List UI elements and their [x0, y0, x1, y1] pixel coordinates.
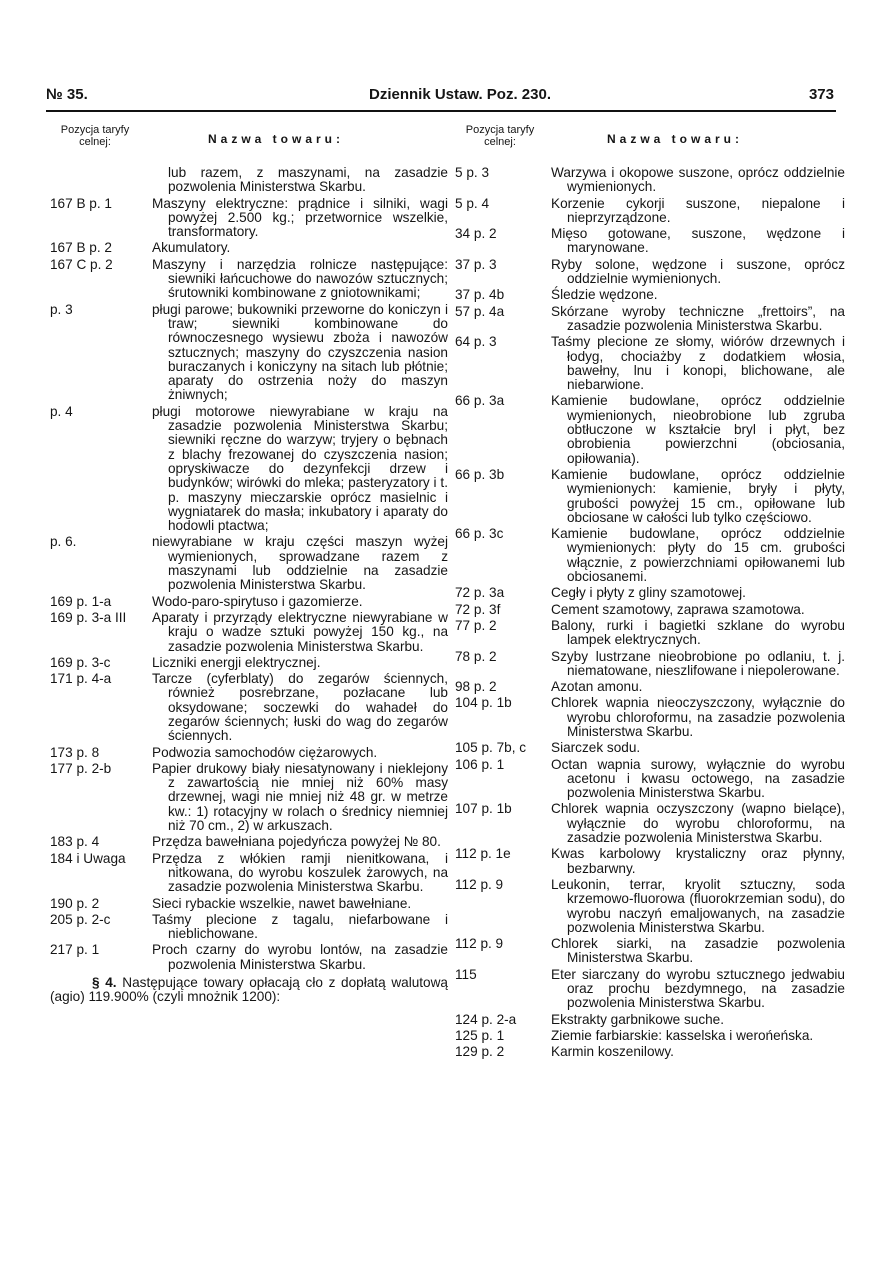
tariff-entry — [50, 656, 448, 670]
tariff-entry — [455, 603, 845, 617]
tariff-code: p. 6. — [50, 534, 77, 550]
tariff-code: 57 p. 4a — [455, 303, 505, 319]
tariff-code: 37 p. 3 — [455, 256, 497, 272]
goods-description: Kamienie budowlane, oprócz oddzielnie wymienionych: kamienie, bryły i płyty, grubości powyżej 15 cm., opiłowane lub obciosane w całości lub tylko częściowo. — [551, 466, 845, 525]
left-entry-list — [50, 166, 448, 972]
tariff-code: 115 — [455, 966, 477, 982]
goods-description: pługi motorowe niewyrabiane w kraju na zasadzie pozwolenia Ministerstwa Skarbu; siewniki ręczne do warzyw; tryjery o bębnach z blachy frezowanej do czyszczenia nasion; opryskiwacze do dezynfekcji drzew i budynków; wirówki do mleka; pasteryzatory i t. p. maszyny mieczarskie oprócz masielnic i wygniatarek do masła; inkubatory i aparaty do hodowli ptactwa; — [152, 403, 448, 534]
goods-description: Ryby solone, wędzone i suszone, oprócz oddzielnie wymienionych. — [551, 256, 845, 287]
goods-description: Przędza z włókien ramji nienitkowana, i nitkowana, do wyrobu koszulek żarowych, na zasadzie pozwolenia Ministerstwa Skarbu. — [152, 850, 448, 895]
tariff-entry — [50, 611, 448, 654]
tariff-code: 217 p. 1 — [50, 942, 100, 958]
tariff-entry — [50, 241, 448, 255]
goods-description: Azotan amonu. — [551, 679, 643, 695]
tariff-code: 169 p. 1-a — [50, 593, 112, 609]
tariff-code: 34 p. 2 — [455, 226, 497, 242]
tariff-entry — [50, 166, 448, 195]
goods-description: Szyby lustrzane nieobrobione po odlaniu, t. j. niematowane, nieszlifowane i niepolerowane. — [551, 648, 845, 678]
tariff-position-header: Pozycja taryfy celnej: — [60, 124, 130, 148]
tariff-entry — [455, 394, 845, 465]
goods-name-header: Nazwa towaru: — [208, 132, 345, 146]
tariff-entry — [50, 897, 448, 911]
goods-description: Siarczek sodu. — [551, 740, 641, 756]
tariff-code: 66 p. 3b — [455, 466, 505, 482]
tariff-entry — [455, 227, 845, 256]
tariff-entry — [455, 650, 845, 679]
tariff-code: 72 p. 3a — [455, 585, 505, 601]
tariff-entry — [50, 762, 448, 833]
tariff-entry — [455, 527, 845, 584]
tariff-entry — [455, 288, 845, 302]
tariff-code: 124 p. 2-a — [455, 1011, 517, 1027]
goods-description: Taśmy plecione z tagalu, niefarbowane i nieblichowane. — [152, 911, 448, 942]
goods-description: Chlorek wapnia oczyszczony (wapno bielące), wyłącznie do wyrobu chloroformu, na zasadzie pozwolenia Ministerstwa Skarbu. — [551, 801, 845, 846]
goods-description: Taśmy plecione ze słomy, wiórów drzewnych i łodyg, chociażby z dodatkiem włosia, bawełny, lnu i konopi, blichowane, ale niebarwione. — [551, 334, 845, 393]
tariff-entry — [50, 852, 448, 895]
tariff-code: 177 p. 2-b — [50, 760, 112, 776]
tariff-entry — [50, 303, 448, 403]
tariff-entry — [455, 197, 845, 226]
tariff-code: 184 i Uwaga — [50, 850, 126, 866]
tariff-position-header: Pozycja taryfy celnej: — [465, 124, 535, 148]
tariff-entry — [50, 258, 448, 301]
goods-description: Cegły i płyty z gliny szamotowej. — [551, 585, 746, 601]
tariff-entry — [50, 197, 448, 240]
goods-description: Chlorek wapnia nieoczyszczony, wyłącznie do wyrobu chloroformu, na zasadzie pozwolenia Ministerstwa Skarbu. — [551, 695, 845, 739]
goods-description: Karmin koszenilowy. — [551, 1044, 674, 1060]
tariff-code: 190 p. 2 — [50, 895, 100, 911]
tariff-code: 171 p. 4-a — [50, 671, 112, 687]
goods-description: Akumulatory. — [152, 240, 231, 256]
tariff-entry — [50, 595, 448, 609]
tariff-code: 167 B p. 1 — [50, 195, 112, 211]
tariff-code: 104 p. 1b — [455, 695, 512, 711]
goods-description: Kamienie budowlane, oprócz oddzielnie wymienionych: płyty do 15 cm. grubości włącznie, z powierzchniami opiłowanemi lub obciosanemi. — [551, 526, 845, 585]
goods-description: Warzywa i okopowe suszone, oprócz oddzielnie wymienionych. — [551, 165, 845, 195]
goods-description: Proch czarny do wyrobu lontów, na zasadzie pozwolenia Ministerstwa Skarbu. — [152, 942, 448, 972]
tariff-code: 169 p. 3-a III — [50, 609, 127, 625]
tariff-entry — [455, 586, 845, 600]
tariff-code: 78 p. 2 — [455, 648, 497, 664]
tariff-entry — [455, 680, 845, 694]
goods-description: Liczniki energji elektrycznej. — [152, 654, 321, 670]
tariff-entry — [455, 937, 845, 966]
goods-description: Przędza bawełniana pojedyńcza powyżej № 80. — [152, 834, 441, 850]
tariff-entry — [50, 943, 448, 972]
goods-description: Podwozia samochodów ciężarowych. — [152, 744, 378, 760]
tariff-entry — [455, 1013, 845, 1027]
tariff-code: 98 p. 2 — [455, 679, 497, 695]
goods-description: Ziemie farbiarskie: kasselska i werońeńska. — [551, 1027, 814, 1043]
goods-description: Cement szamotowy, zaprawa szamotowa. — [551, 601, 805, 617]
tariff-code: 77 p. 2 — [455, 617, 497, 633]
left-column-header — [50, 124, 448, 166]
tariff-code: 105 p. 7b, c — [455, 740, 527, 756]
goods-description: niewyrabiane w kraju części maszyn wyżej wymienionych, sprowadzane razem z maszynami lub oddzielnie na zasadzie pozwolenia Ministerstwa Skarbu. — [152, 534, 448, 593]
right-column — [455, 124, 845, 1062]
goods-description: Skórzane wyroby techniczne „frettoirs”, na zasadzie pozwolenia Ministerstwa Skarbu. — [551, 303, 845, 333]
goods-description: Tarcze (cyferblaty) do zegarów ściennych, również posrebrzane, pozłacane lub oksydowane; soczewki do wahadeł do zegarów ściennych; łuski do wag do zegarów ściennych. — [152, 671, 448, 744]
tariff-code: 112 p. 9 — [455, 936, 504, 952]
goods-description: Śledzie wędzone. — [551, 287, 658, 303]
tariff-entry — [50, 913, 448, 942]
page-number: 373 — [808, 86, 834, 103]
tariff-code: 125 p. 1 — [455, 1027, 505, 1043]
issue-number: № 35. — [46, 86, 88, 103]
goods-description: Eter siarczany do wyrobu sztucznego jedwabiu oraz prochu bezdymnego, na zasadzie pozwolenia Ministerstwa Skarbu. — [551, 966, 845, 1011]
tariff-entry — [455, 468, 845, 525]
tariff-entry — [455, 878, 845, 935]
journal-title: Dziennik Ustaw. Poz. 230. — [369, 86, 551, 103]
tariff-code: 167 B p. 2 — [50, 240, 112, 256]
goods-description: Kwas karbolowy krystaliczny oraz płynny, bezbarwny. — [551, 846, 845, 876]
goods-name-header: Nazwa towaru: — [607, 132, 744, 146]
goods-description: Mięso gotowane, suszone, wędzone i marynowane. — [551, 226, 845, 256]
goods-description: pługi parowe; bukowniki przeworne do koniczyn i traw; siewniki kombinowane do równoczesnego wysiewu zboża i nawozów sztucznych; maszyny do czyszczenia nasion buraczanych i koniczyny na sitach lub płótnie; aparaty do ostrzenia noży do maszyn żniwnych; — [152, 301, 448, 403]
tariff-entry — [455, 166, 845, 195]
goods-description: Balony, rurki i bagietki szklane do wyrobu lampek elektrycznych. — [551, 617, 845, 648]
page-header — [46, 86, 836, 110]
goods-description: Aparaty i przyrządy elektryczne niewyrabiane w kraju o wadze sztuki powyżej 150 kg., na zasadzie pozwolenia Ministerstwa Skarbu. — [152, 609, 448, 654]
goods-description: Wodo-paro-spirytuso i gazomierze. — [152, 593, 363, 609]
tariff-code: 167 C p. 2 — [50, 256, 113, 272]
tariff-code: 129 p. 2 — [455, 1044, 505, 1060]
section-4-paragraph — [50, 976, 448, 1005]
tariff-code: 72 p. 3f — [455, 601, 501, 617]
goods-description: Papier drukowy biały niesatynowany i nieklejony z zawartością nie mniej niż 60% masy drzewnej, wagi nie mniej niż 48 gr. w metrze kw.: 1) rotacyjny w rolach o średnicy niemniej niż 70 cm., 2) w arkuszach. — [152, 760, 448, 834]
tariff-code: 5 p. 4 — [455, 195, 490, 211]
tariff-entry — [455, 619, 845, 648]
tariff-code: p. 4 — [50, 403, 73, 419]
tariff-code: 107 p. 1b — [455, 801, 512, 817]
tariff-code: 64 p. 3 — [455, 334, 497, 350]
goods-description: Maszyny elektryczne: prądnice i silniki, wagi powyżej 2.500 kg.; przetwornice wszelkie, transformatory. — [152, 195, 448, 240]
tariff-code: p. 3 — [50, 301, 73, 317]
tariff-code: 112 p. 9 — [455, 876, 504, 892]
tariff-code: 37 p. 4b — [455, 287, 505, 303]
goods-description: lub razem, z maszynami, na zasadzie pozwolenia Ministerstwa Skarbu. — [168, 165, 448, 195]
section-label: § 4. — [92, 975, 117, 991]
tariff-entry — [50, 535, 448, 592]
tariff-entry — [455, 1045, 845, 1059]
tariff-code: 66 p. 3c — [455, 526, 504, 542]
tariff-entry — [455, 802, 845, 845]
tariff-code: 205 p. 2-c — [50, 911, 111, 927]
tariff-entry — [50, 835, 448, 849]
tariff-entry — [50, 746, 448, 760]
right-column-header — [455, 124, 845, 166]
tariff-code: 106 p. 1 — [455, 756, 505, 772]
tariff-entry — [455, 335, 845, 392]
goods-description: Chlorek siarki, na zasadzie pozwolenia Ministerstwa Skarbu. — [551, 936, 845, 966]
header-rule — [46, 110, 836, 112]
tariff-code: 66 p. 3a — [455, 393, 505, 409]
goods-description: Leukonin, terrar, kryolit sztuczny, soda krzemowo-fluorowa (fluorokrzemian sodu), do wyrobu naczyń emaljowanych, na zasadzie pozwolenia Ministerstwa Skarbu. — [551, 876, 845, 935]
left-column — [50, 124, 448, 1005]
tariff-code: 169 p. 3-c — [50, 654, 111, 670]
tariff-code: 183 p. 4 — [50, 834, 100, 850]
tariff-entry — [455, 758, 845, 801]
goods-description: Sieci rybackie wszelkie, nawet bawełniane. — [152, 895, 412, 911]
tariff-entry — [455, 968, 845, 1011]
tariff-entry — [50, 405, 448, 534]
tariff-entry — [455, 741, 845, 755]
tariff-entry — [455, 305, 845, 334]
goods-description: Korzenie cykorji suszone, niepalone i nieprzyrządzone. — [551, 195, 845, 225]
tariff-entry — [50, 672, 448, 743]
tariff-code: 5 p. 3 — [455, 165, 490, 180]
right-entry-list — [455, 166, 845, 1060]
tariff-entry — [455, 258, 845, 287]
tariff-code: 173 p. 8 — [50, 744, 100, 760]
tariff-entry — [455, 847, 845, 876]
section-text: Następujące towary opłacają cło z dopłatą walutową (agio) 119.900% (czyli mnożnik 1200): — [50, 975, 448, 1005]
goods-description: Kamienie budowlane, oprócz oddzielnie wymienionych, nieobrobione lub zgruba obtłuczone w kształcie bryl i płyt, bez obrobienia powierzchni (obciosania, opiłowania). — [551, 393, 845, 466]
tariff-entry — [455, 696, 845, 739]
tariff-code: 112 p. 1e — [455, 846, 511, 862]
goods-description: Maszyny i narzędzia rolnicze następujące: siewniki łańcuchowe do nawozów sztucznych; śrutowniki kombinowane z gniotownikami; — [152, 256, 448, 301]
tariff-entry — [455, 1029, 845, 1043]
goods-description: Ekstrakty garbnikowe suche. — [551, 1011, 725, 1027]
goods-description: Octan wapnia surowy, wyłącznie do wyrobu acetonu i kwasu octowego, na zasadzie pozwolenia Ministerstwa Skarbu. — [551, 756, 845, 801]
